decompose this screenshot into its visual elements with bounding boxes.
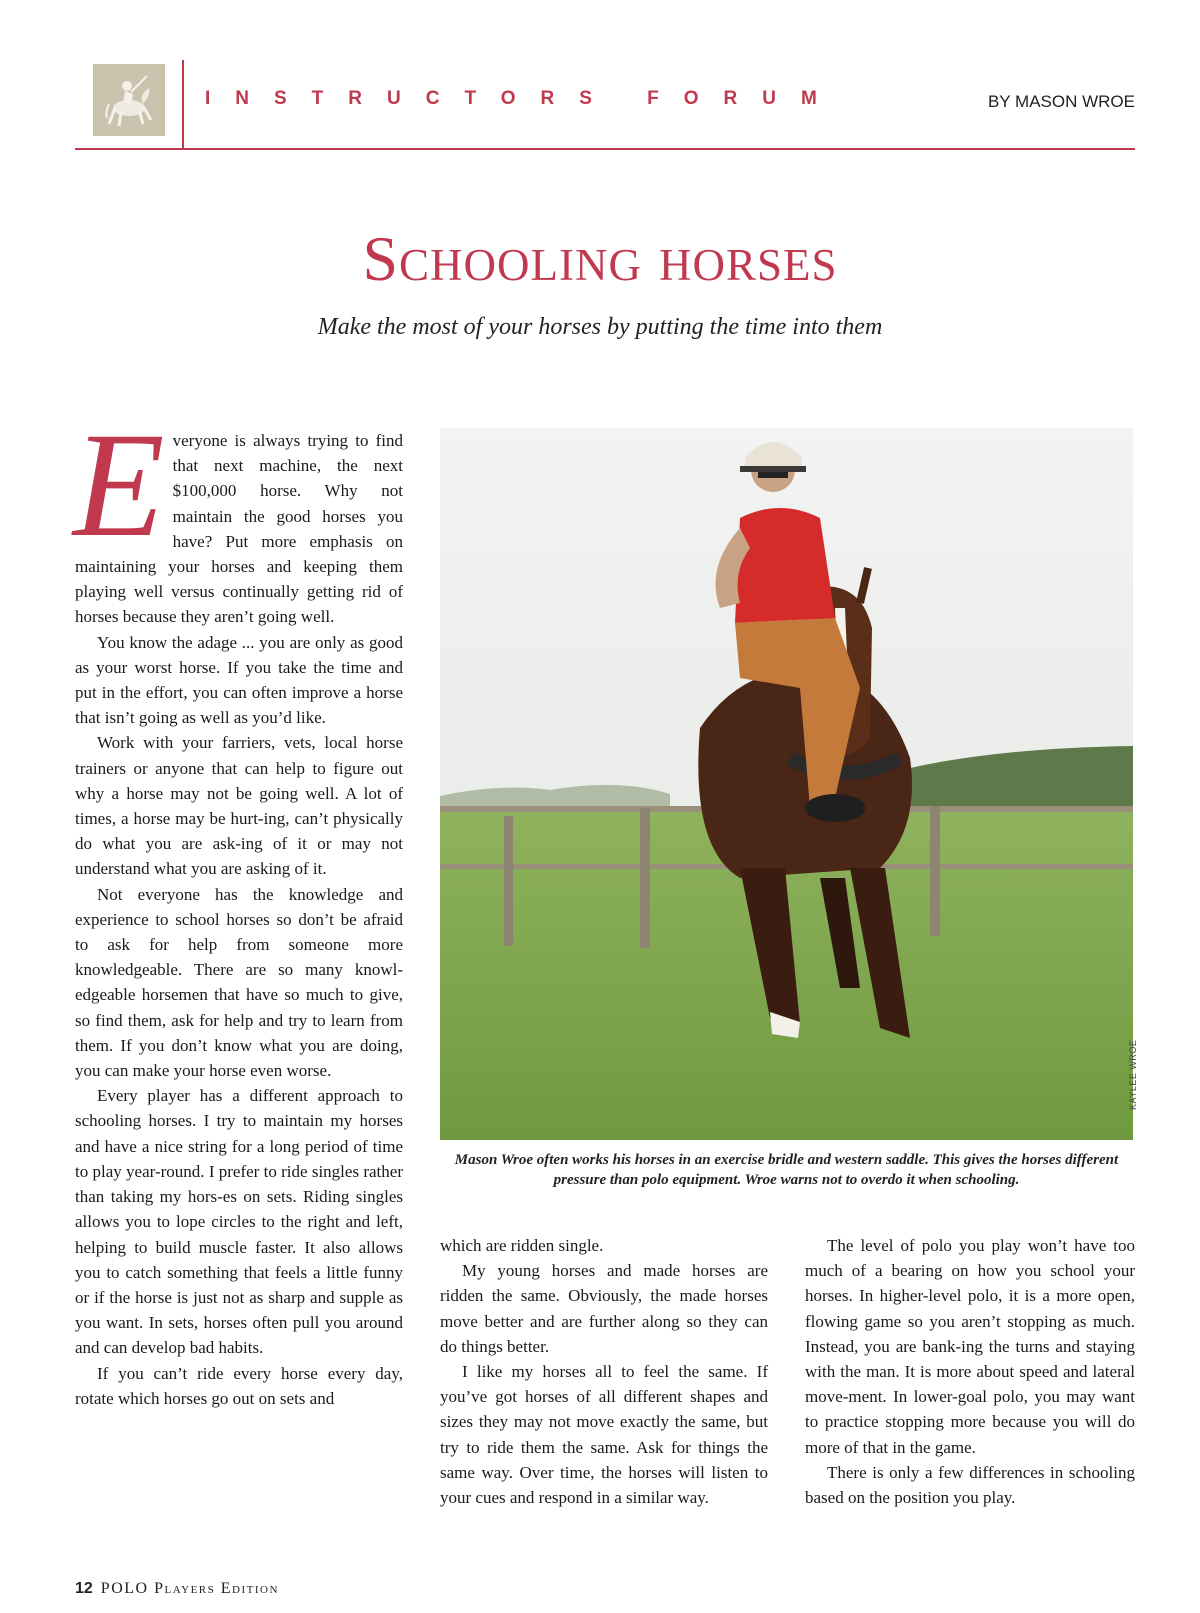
paragraph: Everyone is always trying to find that next machine, the next $100,000 horse. Why not maintain the good horses you have? Put more emphasis on maintaining your horses and keeping them playing well versus continually getting rid of horses because they aren’t going well.	[73, 402, 403, 627]
article-photo	[440, 428, 1133, 1140]
paragraph: You know the adage ... you are only as good as your worst horse. If you take the time and put in the effort, you can often improve a horse that isn’t going as well as you’d like.	[75, 632, 403, 728]
column-3	[805, 1233, 1135, 1510]
page-header	[75, 60, 1135, 150]
article-subtitle: Make the most of your horses by putting the time into them	[317, 314, 883, 340]
header-rule	[75, 148, 1135, 150]
paragraph: which are ridden single.	[440, 1236, 604, 1255]
paragraph: The level of polo you play won’t have too much of a bearing on how you school your horses. In higher-level polo, it is a more open, flowing game so you aren’t stopping as much. Instead, you are bank-ing the turns and staying with the man. It is more about speed and lateral move-ment. In lower-goal polo, you may want to practice stopping more because you will do more of that in the game.	[805, 1236, 1135, 1457]
column-1	[73, 402, 403, 1411]
paragraph: Every player has a different approach to schooling horses. I try to maintain my horses and have a nice string for a long period of time to play year-round. I prefer to ride singles rather than taking my hors-es on sets. Riding singles allows you to lope circles to the right and left, helping to build muscle faster. It also allows you to catch something that feels a little funny or if the horse is just not as sharp and supple as you want. In sets, horses often pull you around and can develop bad habits.	[75, 1086, 403, 1358]
paragraph: If you can’t ride every horse every day, rotate which horses go out on sets and	[75, 1363, 403, 1408]
polo-player-logo-icon	[93, 64, 165, 136]
page-number: 12	[75, 1580, 93, 1597]
paragraph: I like my horses all to feel the same. If you’ve got horses of all different shapes and sizes they may not move exactly the same, but try to ride them the same. Ask for things the same way. Over time, the horses will listen to your cues and respond in a similar way.	[440, 1362, 768, 1508]
article-title: Schooling horses	[362, 223, 838, 294]
paragraph: Not everyone has the knowledge and experience to school horses so don’t be afraid to ask for help from someone more knowledgeable. There are so many knowl-edgeable horsemen that have so much to give, so find them, ask for help and try to learn from them. If you don’t know what you are doing, you can make your horse even worse.	[75, 884, 403, 1081]
drop-cap: E	[73, 402, 165, 568]
paragraph: My young horses and made horses are ridden the same. Obviously, the made horses move better and are further along so they can do things better.	[440, 1261, 768, 1356]
section-name: INSTRUCTORS FORUM	[205, 88, 842, 109]
header-divider	[182, 60, 184, 148]
photo-caption: Mason Wroe often works his horses in an exercise bridle and western saddle. This gives the horses different pressure than polo equipment. Wroe warns not to overdo it when schooling.	[454, 1152, 1119, 1188]
page-footer	[75, 1580, 279, 1598]
polo-player-icon	[93, 64, 165, 136]
paragraph: There is only a few differences in schooling based on the position you play.	[805, 1462, 1135, 1508]
column-2	[440, 1233, 768, 1510]
horse-rider-photo	[440, 428, 1133, 1140]
publication-name: POLO Players Edition	[100, 1580, 279, 1597]
paragraph: Work with your farriers, vets, local horse trainers or anyone that can help to figure out why a horse may not be going well. A lot of times, a horse may be hurt-ing, can’t physically do what you are ask-ing of it or may not understand what you are asking of it.	[75, 733, 403, 879]
byline: BY MASON WROE	[987, 92, 1135, 111]
photo-credit: KAYLEE WROE	[1128, 1039, 1138, 1110]
